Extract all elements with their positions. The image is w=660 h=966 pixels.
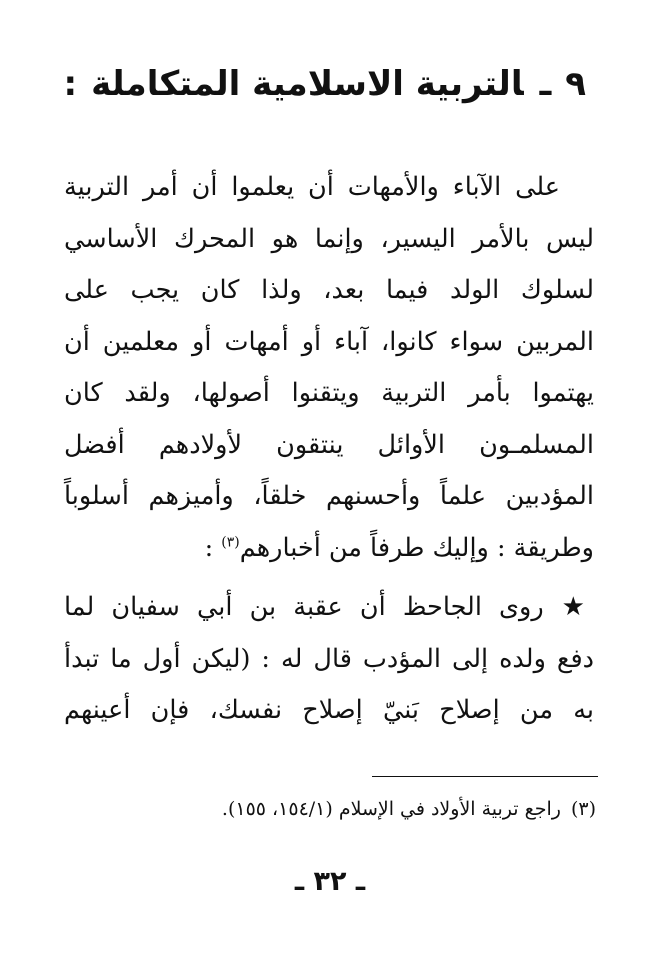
paragraph-line: ليس بالأمر اليسير، وإنما هو المحرك الأساسي xyxy=(64,223,594,254)
page-number: ـ ٣٢ ـ xyxy=(294,866,366,897)
paragraph-end-colon: : xyxy=(204,532,214,563)
paragraph-line: المسلمـون الأوائل ينتقون لأولادهم أفضل xyxy=(64,429,594,460)
section-title: التربية الاسلامية المتكاملة xyxy=(91,64,524,104)
footnote-reference: (٣) xyxy=(221,534,240,550)
story-paragraph xyxy=(64,582,594,737)
footnote-text: راجع تربية الأولاد في الإسلام (١٥٤/١، ١٥٥). xyxy=(221,798,561,820)
paragraph-line: يهتموا بأمر التربية ويتقنوا أصولها، ولقد كان xyxy=(64,378,594,408)
section-dash: ـ xyxy=(539,64,552,104)
paragraph-line-text: وطريقة : وإليك طرفاً من أخبارهم xyxy=(239,532,594,563)
paragraph-line: على الآباء والأمهات أن يعلموا أن أمر التربية xyxy=(64,172,560,202)
section-heading xyxy=(63,58,586,110)
main-paragraph xyxy=(64,162,594,574)
section-number: ٩ xyxy=(565,64,586,104)
story-line-text: روى الجاحظ أن عقبة بن أبي سفيان لما xyxy=(64,592,544,622)
section-colon: : xyxy=(63,64,78,104)
story-line: به من إصلاح بَنيّ إصلاح نفسك، فإن أعينهم xyxy=(64,695,594,725)
footnote-divider xyxy=(372,776,598,777)
star-icon: ★ xyxy=(561,592,595,622)
paragraph-last-line xyxy=(64,523,594,575)
footnote xyxy=(66,793,596,825)
paragraph-line: المؤدبين علماً وأحسنهم خلقاً، وأميزهم أسلوباً xyxy=(64,481,594,511)
footnote-number: (٣) xyxy=(570,798,596,820)
paragraph-line: لسلوك الولد فيما بعد، ولذا كان يجب على xyxy=(64,275,594,305)
story-line: دفع ولده إلى المؤدب قال له : (ليكن أول ما تبدأ xyxy=(64,643,594,674)
story-line-first xyxy=(64,582,594,634)
paragraph-line: المربين سواء كانوا، آباء أو أمهات أو معلمين أن xyxy=(64,326,594,357)
